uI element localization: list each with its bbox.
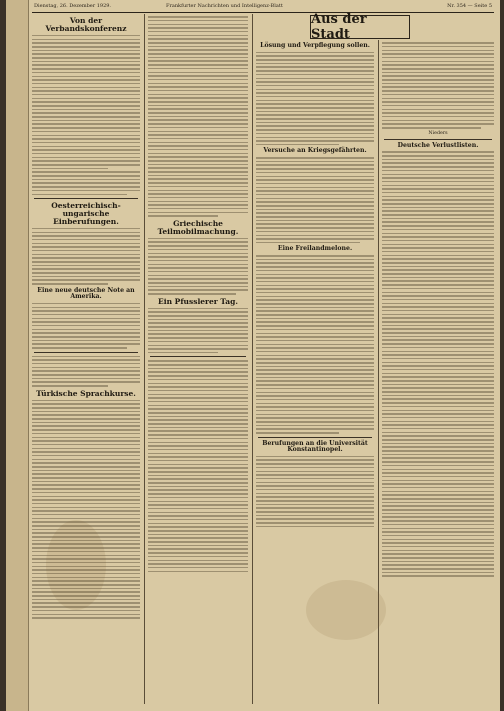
article-headline: Türkische Sprachkurse. bbox=[36, 388, 136, 398]
article-headline: Deutsche Verlustlisten. bbox=[397, 141, 479, 149]
article-body bbox=[148, 308, 248, 354]
article-headline: Oesterreichisch-ungarische Einberufungen. bbox=[51, 201, 121, 226]
article-body bbox=[148, 360, 248, 572]
section-title-box bbox=[310, 12, 410, 42]
article-body bbox=[32, 356, 140, 387]
header-masthead: Frankfurter Nachrichten und Intelligenz-Blatt bbox=[166, 3, 283, 9]
article-divider bbox=[34, 198, 138, 199]
article-headline: Eine Freilandmelone. bbox=[277, 245, 353, 253]
article-signature: Nieders bbox=[428, 130, 448, 136]
article-body bbox=[256, 456, 374, 528]
article-body bbox=[32, 303, 140, 349]
header-rule bbox=[32, 12, 494, 13]
column-rule bbox=[252, 14, 253, 704]
middle-column bbox=[148, 14, 248, 704]
article-body bbox=[382, 151, 494, 577]
article-divider bbox=[258, 437, 372, 438]
article-headline: Eine neue deutsche Note an Amerika. bbox=[37, 286, 135, 301]
article-headline: Von der Verbandskonferenz bbox=[45, 16, 127, 33]
article-body bbox=[148, 238, 248, 295]
article-headline: Ein Pfusslerer Tag. bbox=[158, 296, 238, 306]
paper-stain bbox=[46, 520, 106, 610]
header-page-number: Nr. 354 — Seite 5 bbox=[447, 3, 492, 9]
article-body bbox=[256, 255, 374, 434]
column-rule bbox=[144, 14, 145, 704]
article-divider bbox=[34, 352, 138, 353]
paper-stain bbox=[306, 580, 386, 640]
article-body bbox=[32, 228, 140, 285]
article-body bbox=[382, 42, 494, 128]
article-headline: Versuche an Kriegsgefährten. bbox=[263, 147, 367, 155]
section-title: Aus der Stadt bbox=[311, 12, 367, 42]
right-column-b bbox=[382, 40, 494, 704]
newspaper-page bbox=[6, 0, 500, 711]
article-divider bbox=[150, 356, 246, 357]
article-headline: Lösung und Verpflegung sollen. bbox=[260, 42, 370, 49]
article-body bbox=[256, 52, 374, 146]
article-body bbox=[256, 157, 374, 243]
article-divider bbox=[384, 139, 492, 140]
article-body bbox=[32, 35, 140, 195]
article-headline: Griechische Teilmobilmachung. bbox=[157, 218, 239, 236]
binding-gutter bbox=[6, 0, 29, 711]
article-body bbox=[148, 16, 248, 217]
header-date: Dienstag, 26. Dezember 1929. bbox=[34, 3, 112, 9]
article-headline: Berufungen an die Universität Konstantinopel. bbox=[262, 439, 368, 454]
